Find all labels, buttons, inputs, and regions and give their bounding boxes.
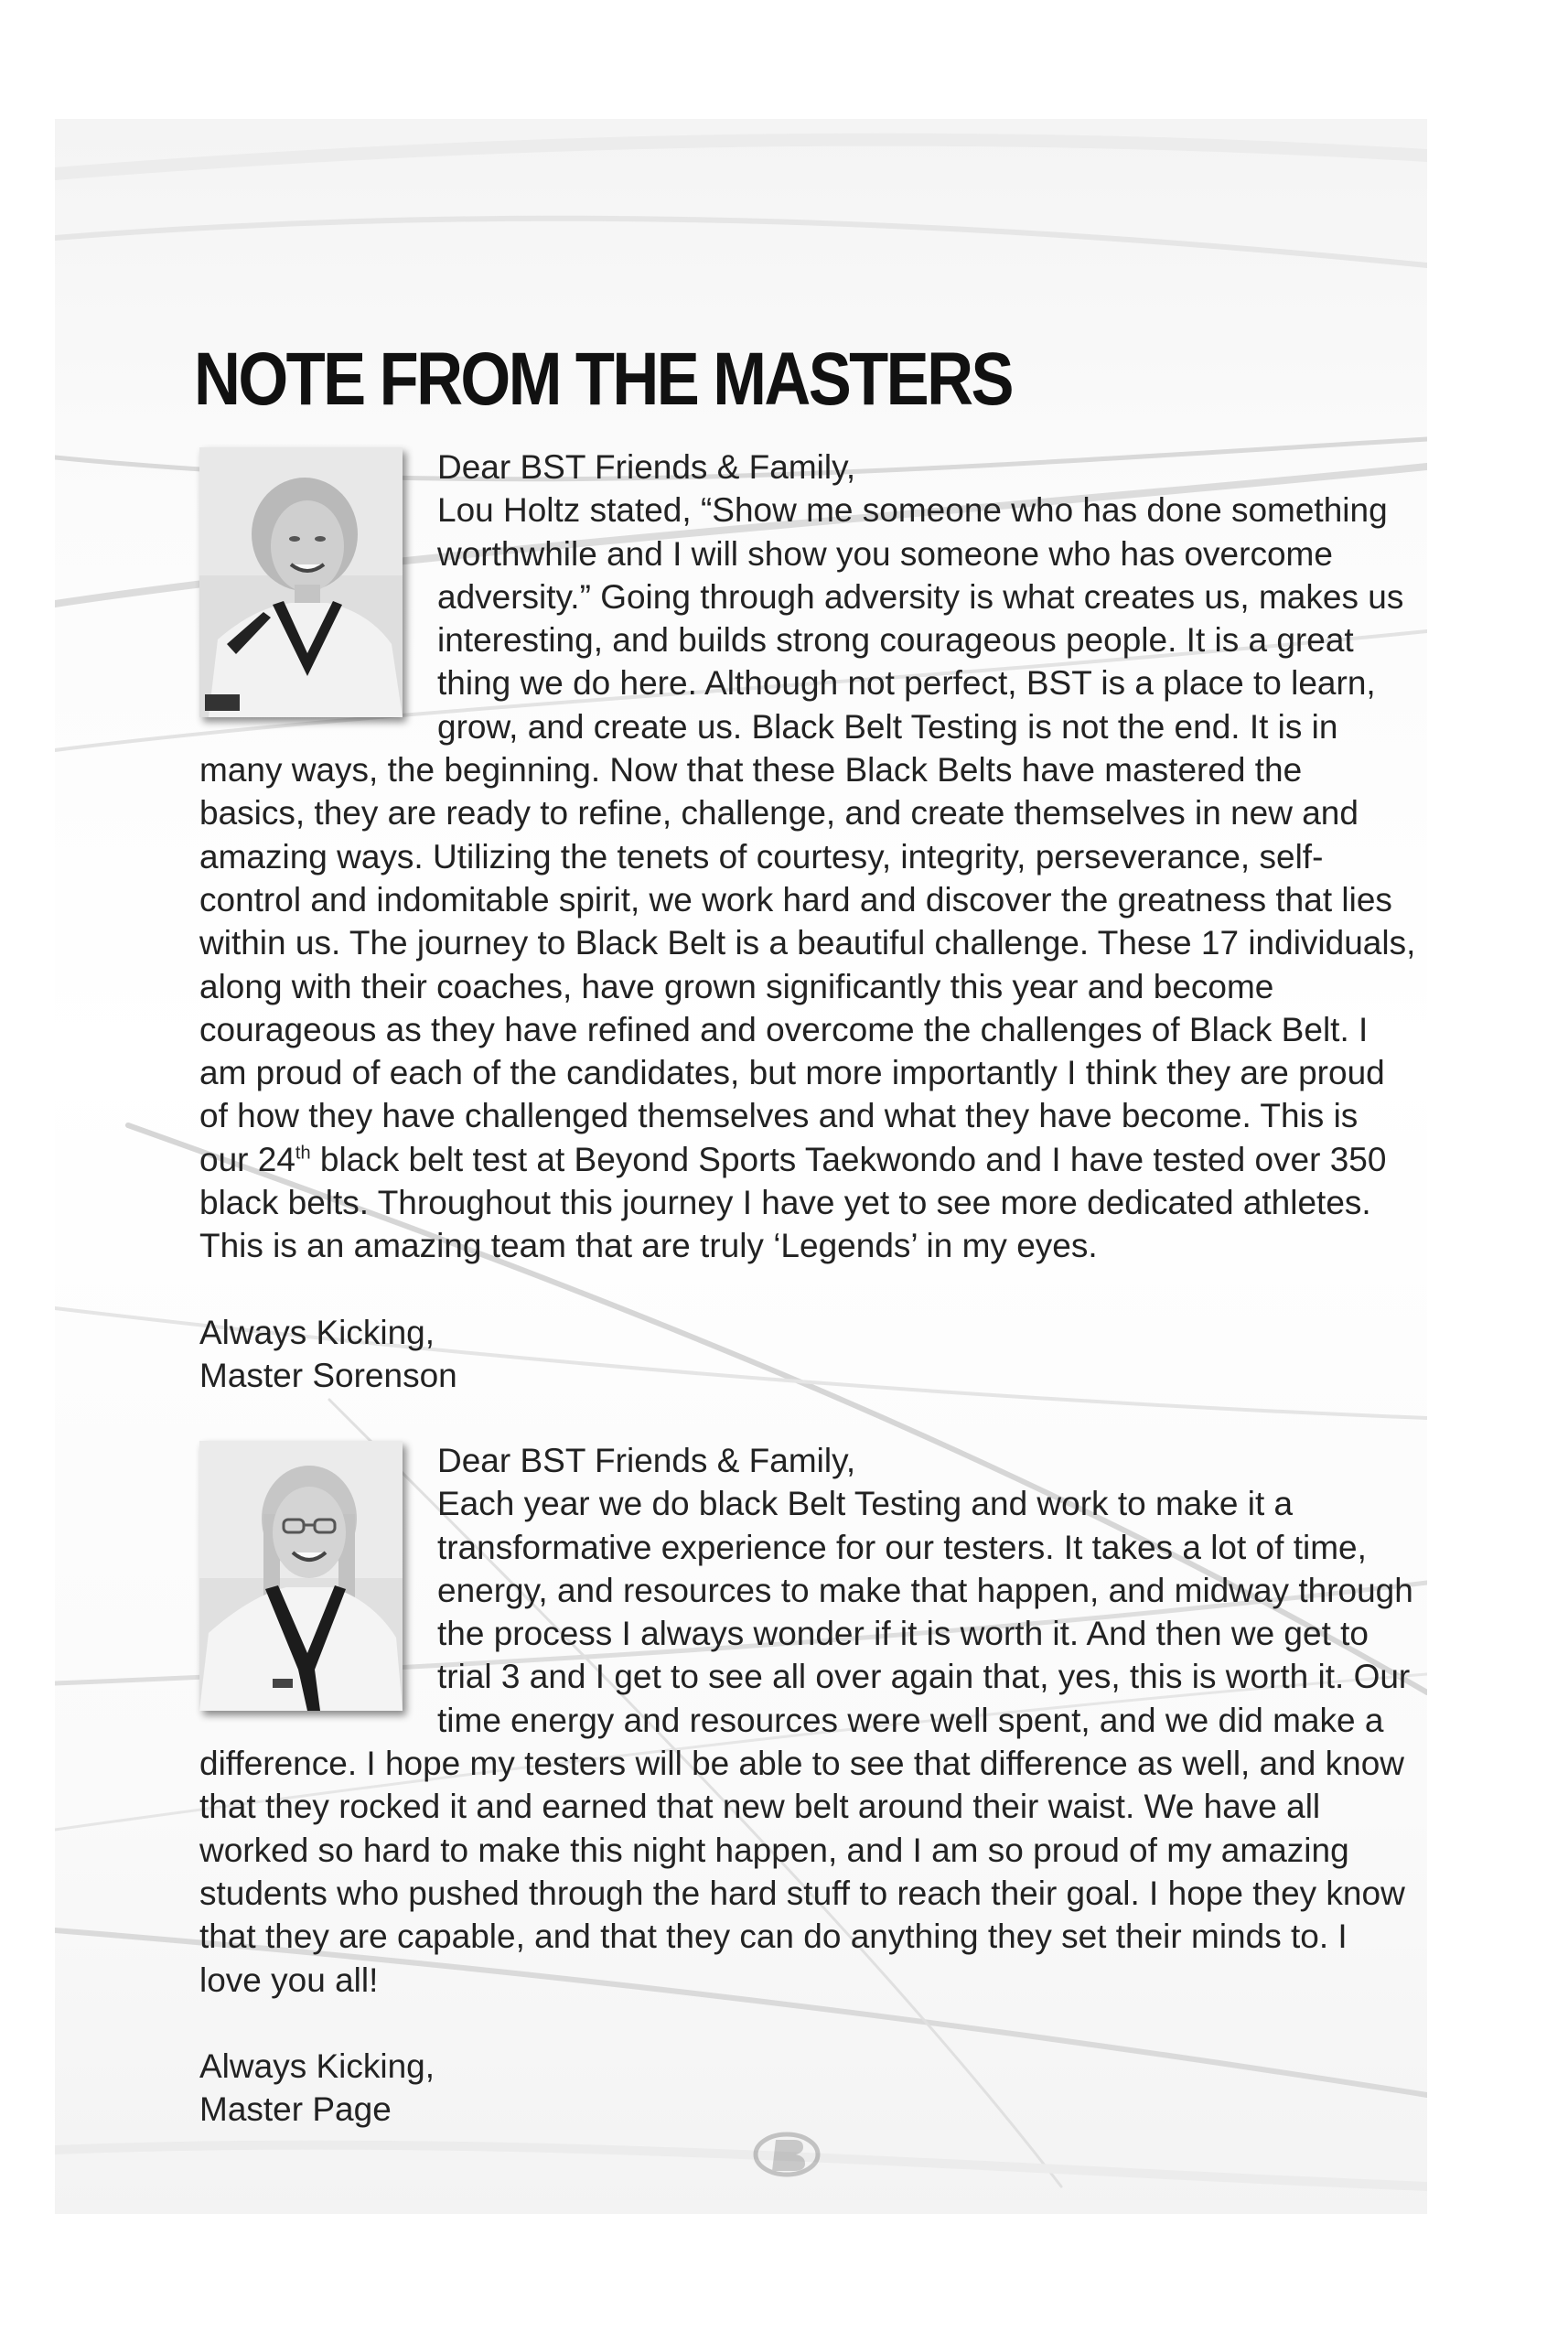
master-sorenson-photo: [199, 447, 403, 717]
note-2-body: Each year we do black Belt Testing and work to make it a transformative experience for our testers. It takes a lot of time, energy, and resources to make that happen, and midway through the process I always wonder if it is worth it. And then we get to trial 3 and I get to see all over again that, yes, this is worth it. Our time energy and resources were well spent, and we did make a difference. I hope my testers will be able to see that difference as well, and know that they rocked it and earned that new belt around their waist. We have all worked so hard to make this night happen, and I am so proud of my amazing students who pushed through the hard stuff to reach their goal. I hope they know that they are capable, and that they can do anything they set their minds to. I love you all!: [199, 1485, 1413, 1999]
page-title: NOTE FROM THE MASTERS: [194, 338, 1012, 421]
note-2-signature: Master Page: [199, 2090, 392, 2129]
note-1-signature: Master Sorenson: [199, 1356, 457, 1394]
note-1-closing: Always Kicking,: [199, 1313, 435, 1351]
note-1-body-tail: black belt test at Beyond Sports Taekwondo and I have tested over 350 black belts. Throughout this journey I have yet to see more dedicated athletes. This is an amazing team that are truly ‘Legends’ in my eyes.: [199, 1140, 1387, 1265]
note-2-greeting: Dear BST Friends & Family,: [437, 1442, 856, 1479]
master-page-photo: [199, 1441, 403, 1711]
bst-logo-icon: [750, 2127, 823, 2182]
note-2-closing: Always Kicking,: [199, 2047, 435, 2085]
note-1-greeting: Dear BST Friends & Family,: [437, 448, 856, 486]
master-note-sorenson: [199, 446, 1416, 1397]
master-note-page: [199, 1439, 1416, 2131]
note-1-body-superscript: th: [295, 1143, 311, 1164]
note-1-body-text: Lou Holtz stated, “Show me someone who has done something worthwhile and I will show you someone who has overcome adversity.” Going through adversity is what creates us, makes us interesting, and builds strong courageous people. It is a great thing we do here. Although not perfect, BST is a place to learn, grow, and create us. Black Belt Testing is not the end. It is in many ways, the beginning. Now that these Black Belts have mastered the basics, they are ready to refine, challenge, and create themselves in new and amazing ways. Utilizing the tenets of courtesy, integrity, perseverance, self-control and indomitable spirit, we work hard and discover the greatness that lies within us. The journey to Black Belt is a beautiful challenge. These 17 individuals, along with their coaches, have grown significantly this year and become courageous as they have refined and overcome the challenges of Black Belt. I am proud of each of the candidates, but more importantly I think they are proud of how they have challenged themselves and what they have become. This is our 24: [199, 491, 1416, 1178]
